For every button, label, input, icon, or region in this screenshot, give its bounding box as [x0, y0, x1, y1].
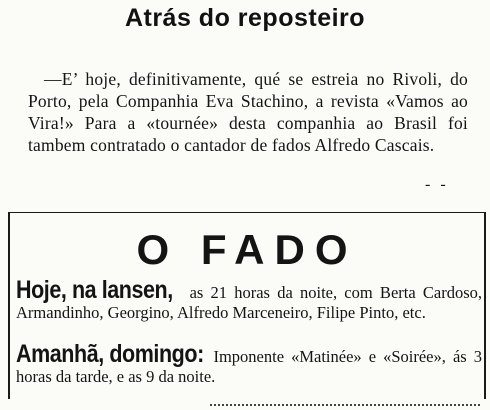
bottom-rule	[210, 404, 480, 406]
article-end-mark: - -	[425, 176, 449, 193]
article-paragraph: —E’ hoje, definitivamente, qué se estreia no Rivoli, do Porto, pela Companhia Eva Stachino, a revista «Vamos ao Vira!» Para a «tournée» desta companhia ao Brasil foi tambem contratado o cantador de fados Alfredo Cascais.	[28, 69, 468, 155]
today-lead: Hoje, na lansen,	[16, 276, 173, 304]
advertisement-tomorrow	[16, 340, 483, 387]
advertisement-today	[16, 276, 482, 323]
article-headline: Atrás do reposteiro	[124, 4, 366, 32]
tomorrow-lead: Amanhã, domingo:	[16, 340, 204, 368]
today-text: as 21 horas da noite, com Berta Cardoso, Armandinho, Georgino, Alfredo Marceneiro, Filipe Pinto, etc.	[16, 283, 482, 322]
advertisement-box	[8, 212, 486, 399]
tomorrow-text: Imponente «Matinée» e «Soirée», ás 3 horas da tarde, e as 9 da noite.	[16, 347, 483, 386]
advertisement-title: O FADO	[136, 226, 358, 273]
article-body	[28, 68, 468, 156]
